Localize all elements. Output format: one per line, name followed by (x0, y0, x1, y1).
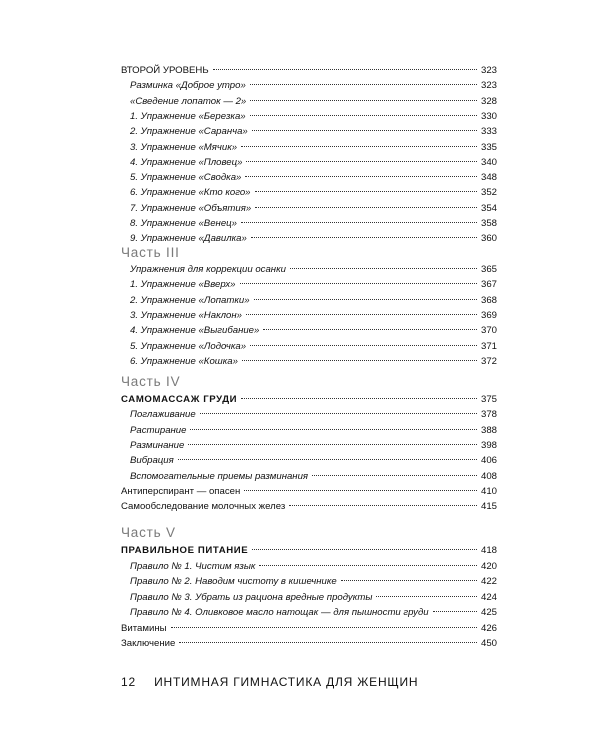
toc-entry-page: 420 (480, 560, 497, 572)
toc-entry-label: ВТОРОЙ УРОВЕНЬ (121, 65, 209, 76)
dot-leader (241, 146, 477, 147)
dot-leader (246, 314, 477, 315)
toc-entry-page: 369 (480, 309, 497, 321)
toc-entry[interactable] (121, 485, 497, 499)
toc-entry-label: Правило № 3. Убрать из рациона вредные продукты (130, 591, 373, 603)
toc-entry[interactable] (130, 408, 497, 422)
toc-entry-page: 333 (480, 126, 497, 138)
toc-entry[interactable] (130, 439, 497, 453)
toc-entry[interactable] (121, 544, 497, 558)
toc-entry-label: Разминка «Доброе утро» (130, 80, 246, 92)
toc-entry-label: Антиперспирант — опасен (121, 485, 241, 497)
dot-leader (252, 130, 477, 131)
toc-entry[interactable] (121, 64, 497, 78)
toc-entry[interactable] (130, 217, 497, 231)
part-heading: Часть III (121, 245, 180, 260)
toc-entry-page: 340 (480, 156, 497, 168)
toc-entry-page: 367 (480, 279, 497, 291)
toc-entry[interactable] (130, 424, 497, 438)
toc-entry-label: Вибрация (130, 455, 174, 467)
toc-entry-page: 398 (480, 439, 497, 451)
toc-entry-page: 388 (480, 424, 497, 436)
toc-entry[interactable] (130, 110, 497, 124)
toc-entry-label: Витамины (121, 622, 167, 634)
toc-entry-label: 4. Упражнение «Выгибание» (130, 325, 260, 337)
dot-leader (250, 84, 477, 85)
toc-entry-label: 8. Упражнение «Венец» (130, 218, 237, 229)
toc-entry-page: 354 (480, 202, 497, 214)
toc-entry-label: САМОМАССАЖ ГРУДИ (121, 394, 238, 405)
toc-entry-label: 3. Упражнение «Наклон» (130, 309, 242, 321)
toc-entry[interactable] (130, 560, 497, 574)
dot-leader (179, 642, 477, 643)
toc-entry[interactable] (130, 294, 497, 308)
dot-leader (188, 444, 477, 445)
dot-leader (251, 237, 477, 238)
dot-leader (241, 222, 477, 223)
toc-entry-page: 426 (480, 622, 497, 634)
toc-entry-page: 348 (480, 172, 497, 184)
toc-entry-page: 418 (480, 545, 497, 556)
toc-entry[interactable] (130, 186, 497, 200)
dot-leader (244, 490, 477, 491)
toc-entry-label: 5. Упражнение «Сводка» (130, 172, 242, 184)
toc-entry[interactable] (130, 202, 497, 216)
toc-entry-label: «Сведение лопаток — 2» (130, 95, 247, 107)
dot-leader (246, 161, 477, 162)
part-heading: Часть V (121, 525, 176, 540)
toc-entry-label: 7. Упражнение «Объятия» (130, 202, 252, 214)
book-title: ИНТИМНАЯ ГИМНАСТИКА ДЛЯ ЖЕНЩИН (154, 675, 419, 689)
toc-entry-page: 378 (480, 409, 497, 421)
toc-entry-page: 323 (480, 65, 497, 76)
toc-entry[interactable] (130, 454, 497, 468)
dot-leader (250, 100, 477, 101)
toc-entry-page: 365 (480, 264, 497, 275)
dot-leader (245, 176, 477, 177)
toc-entry-page: 328 (480, 95, 497, 107)
dot-leader (255, 191, 477, 192)
toc-entry[interactable] (130, 171, 497, 185)
toc-entry-label: Правило № 4. Оливковое масло натощак — для пышности груди (130, 607, 429, 618)
toc-entry[interactable] (121, 393, 497, 407)
toc-entry-page: 424 (480, 591, 497, 603)
toc-entry[interactable] (130, 125, 497, 139)
toc-entry-label: Упражнения для коррекции осанки (130, 264, 286, 275)
toc-entry-page: 323 (480, 80, 497, 92)
toc-entry[interactable] (121, 622, 497, 636)
toc-entry[interactable] (130, 278, 497, 292)
toc-entry[interactable] (130, 95, 497, 109)
dot-leader (312, 475, 477, 476)
dot-leader (190, 429, 477, 430)
dot-leader (178, 459, 477, 460)
toc-entry-label: Правило № 1. Чистим язык (130, 560, 256, 572)
toc-entry-page: 358 (480, 218, 497, 229)
toc-entry-page: 360 (480, 233, 497, 245)
toc-entry[interactable] (121, 500, 497, 514)
toc-entry-label: Разминание (130, 439, 185, 451)
dot-leader (290, 268, 477, 269)
toc-entry-label: 6. Упражнение «Кошка» (130, 355, 238, 367)
toc-entry-page: 422 (480, 576, 497, 587)
dot-leader (213, 69, 477, 70)
toc-entry-page: 368 (480, 294, 497, 306)
toc-entry[interactable] (130, 340, 497, 354)
toc-entry-label: Заключение (121, 638, 176, 649)
toc-entry[interactable] (130, 263, 497, 277)
toc-entry-label: Вспомогательные приемы разминания (130, 470, 309, 482)
toc-entry-page: 450 (480, 638, 497, 649)
toc-entry[interactable] (130, 470, 497, 484)
toc-entry-page: 335 (480, 141, 497, 153)
toc-entry-label: 4. Упражнение «Пловец» (130, 156, 243, 168)
toc-entry-page: 410 (480, 485, 497, 497)
toc-entry-label: 2. Упражнение «Саранча» (130, 126, 248, 138)
dot-leader (341, 580, 477, 581)
toc-entry-label: 1. Упражнение «Березка» (130, 110, 246, 122)
dot-leader (200, 413, 477, 414)
toc-entry-page: 425 (480, 607, 497, 618)
dot-leader (171, 627, 477, 628)
dot-leader (241, 398, 477, 399)
toc-entry-label: ПРАВИЛЬНОЕ ПИТАНИЕ (121, 545, 249, 556)
dot-leader (240, 283, 477, 284)
toc-entry[interactable] (130, 575, 497, 589)
toc-entry[interactable] (130, 591, 497, 605)
toc-entry-page: 415 (480, 501, 497, 513)
page-footer (121, 675, 418, 689)
toc-entry-page: 330 (480, 110, 497, 122)
toc-entry-page: 370 (480, 325, 497, 337)
toc-entry[interactable] (130, 324, 497, 338)
toc-entry[interactable] (130, 141, 497, 155)
toc-entry-label: 2. Упражнение «Лопатки» (130, 294, 250, 306)
toc-entry-page: 352 (480, 187, 497, 199)
toc-entry[interactable] (130, 79, 497, 93)
toc-entry-label: Растирание (130, 424, 187, 436)
toc-entry[interactable] (121, 637, 497, 651)
toc-entry-label: Поглаживание (130, 409, 196, 421)
toc-entry[interactable] (130, 309, 497, 323)
dot-leader (263, 329, 477, 330)
toc-entry-label: 6. Упражнение «Кто кого» (130, 187, 251, 199)
toc-entry-label: 9. Упражнение «Давилка» (130, 233, 247, 245)
toc-entry-label: 1. Упражнение «Вверх» (130, 279, 236, 291)
dot-leader (289, 505, 477, 506)
dot-leader (376, 596, 477, 597)
dot-leader (259, 565, 477, 566)
dot-leader (255, 207, 477, 208)
toc-entry-page: 372 (480, 355, 497, 367)
dot-leader (250, 345, 477, 346)
part-heading: Часть IV (121, 374, 181, 389)
toc-entry-label: 3. Упражнение «Мячик» (130, 141, 238, 153)
toc-entry-page: 406 (480, 455, 497, 467)
dot-leader (254, 299, 477, 300)
toc-entry-label: Самообследование молочных желез (121, 501, 286, 513)
dot-leader (250, 115, 477, 116)
dot-leader (242, 360, 477, 361)
dot-leader (433, 611, 477, 612)
toc-entry[interactable] (130, 355, 497, 369)
toc-entry[interactable] (130, 606, 497, 620)
page-number: 12 (121, 675, 136, 689)
toc-entry[interactable] (130, 232, 497, 246)
toc-entry-page: 371 (480, 340, 497, 352)
toc-entry-page: 375 (480, 394, 497, 405)
toc-entry-label: Правило № 2. Наводим чистоту в кишечнике (130, 576, 337, 587)
toc-entry-page: 408 (480, 470, 497, 482)
dot-leader (252, 549, 477, 550)
toc-entry-label: 5. Упражнение «Лодочка» (130, 340, 247, 352)
toc-entry[interactable] (130, 156, 497, 170)
